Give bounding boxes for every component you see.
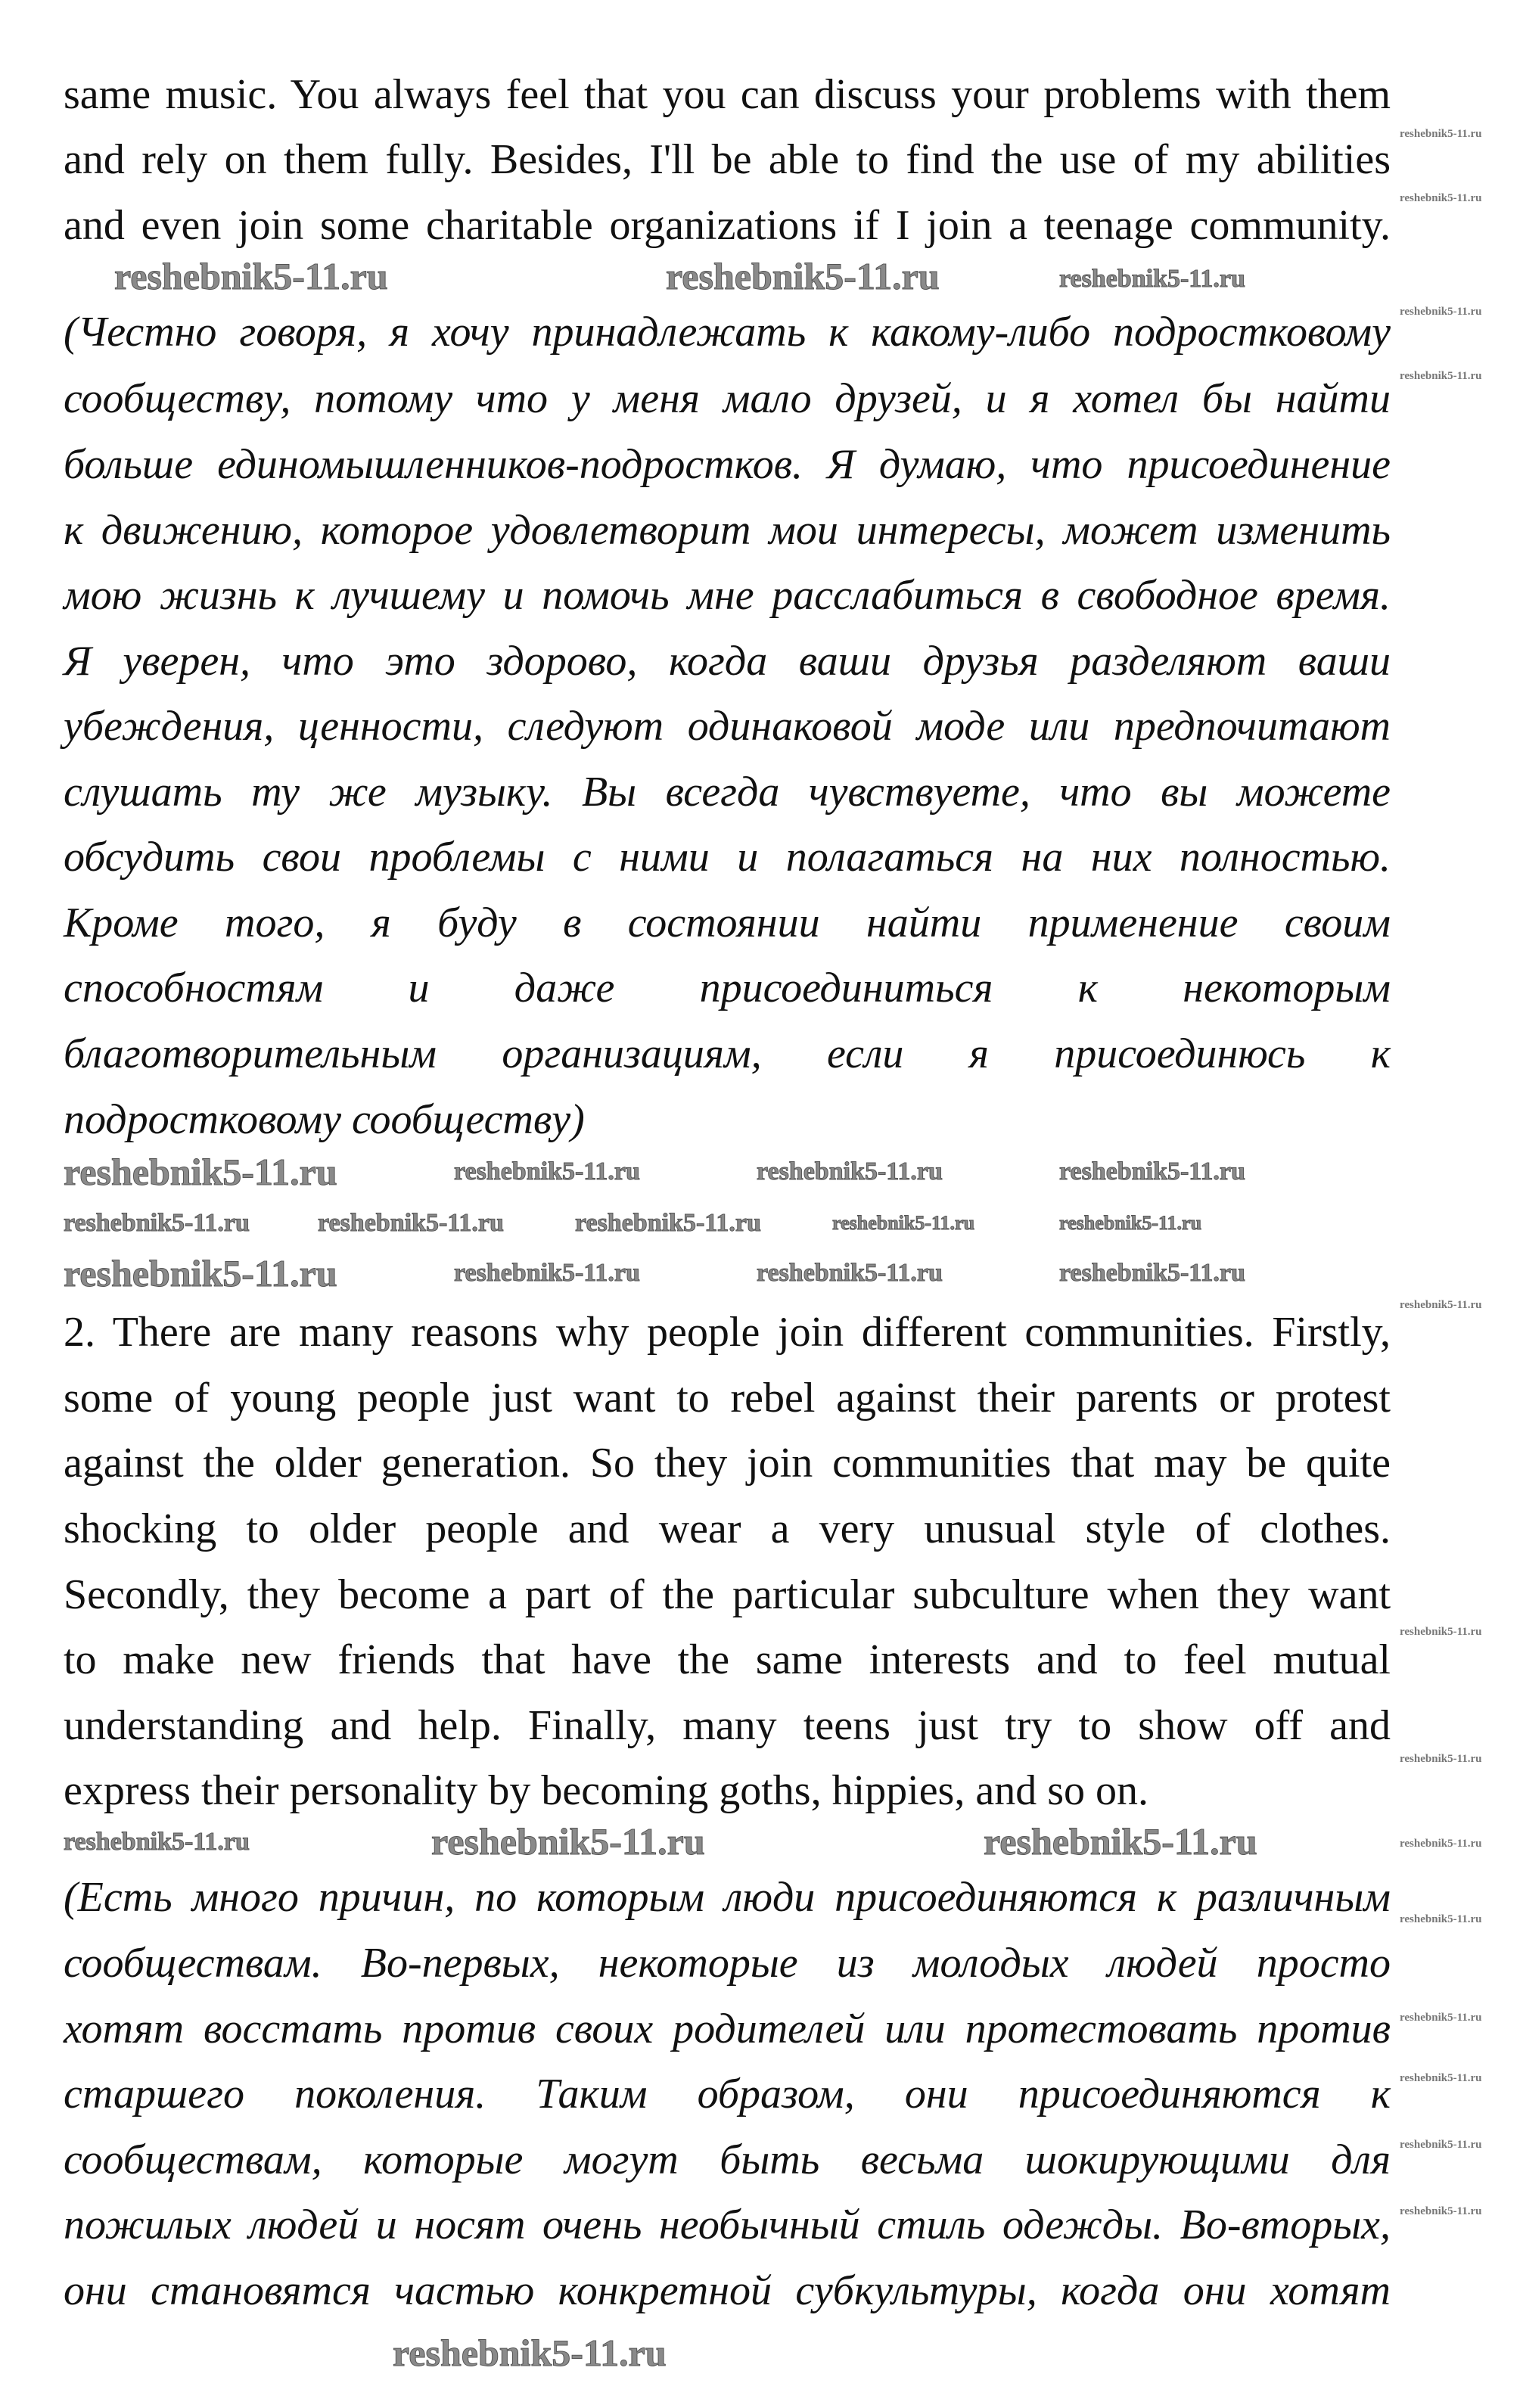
watermark: reshebnik5-11.ru (1400, 192, 1482, 204)
watermark: reshebnik5-11.ru (1059, 1157, 1245, 1185)
translation-line: Я уверен, что это здорово, когда ваши друзья разделяют ваши (64, 638, 1391, 685)
text-line: to make new friends that have the same interests and to feel mutual (64, 1636, 1391, 1683)
watermark: reshebnik5-11.ru (1059, 1212, 1202, 1234)
translation-line: убеждения, ценности, следуют одинаковой моде или предпочитают (64, 703, 1391, 750)
text-line: and rely on them fully. Besides, I'll be able to find the use of my abilities (64, 136, 1391, 183)
translation-line: сообществам, которые могут быть весьма шокирующими для (64, 2136, 1391, 2183)
text-line: some of young people just want to rebel against their parents or protest (64, 1375, 1391, 1421)
text-line: 2. There are many reasons why people join different communities. Firstly, (64, 1309, 1391, 1356)
watermark: reshebnik5-11.ru (1059, 1259, 1245, 1287)
watermark: reshebnik5-11.ru (1400, 2012, 1482, 2024)
watermark: reshebnik5-11.ru (1400, 1299, 1482, 1311)
watermark: reshebnik5-11.ru (64, 1828, 250, 1856)
watermark: reshebnik5-11.ru (832, 1212, 975, 1234)
watermark: reshebnik5-11.ru (1059, 265, 1245, 293)
text-line: express their personality by becoming goths, hippies, and so on. (64, 1767, 1148, 1814)
watermark: reshebnik5-11.ru (757, 1259, 943, 1287)
watermark: reshebnik5-11.ru (1400, 1626, 1482, 1638)
text-line: same music. You always feel that you can discuss your problems with them (64, 71, 1391, 118)
watermark: reshebnik5-11.ru (1400, 1753, 1482, 1765)
watermark: reshebnik5-11.ru (431, 1820, 705, 1863)
translation-line: сообществу, потому что у меня мало друзей, и я хотел бы найти (64, 375, 1391, 422)
text-line: against the older generation. So they join communities that may be quite (64, 1440, 1391, 1487)
watermark: reshebnik5-11.ru (1400, 1838, 1482, 1850)
watermark: reshebnik5-11.ru (1400, 370, 1482, 382)
watermark: reshebnik5-11.ru (64, 1252, 337, 1294)
translation-line: (Честно говоря, я хочу принадлежать к какому-либо подростковому (64, 309, 1391, 356)
translation-line: Кроме того, я буду в состоянии найти применение своим (64, 900, 1391, 946)
translation-line: они становятся частью конкретной субкультуры, когда они хотят (64, 2267, 1391, 2314)
translation-line: больше единомышленников-подростков. Я думаю, что присоединение (64, 441, 1391, 488)
translation-line: старшего поколения. Таким образом, они присоединяются к (64, 2071, 1391, 2117)
watermark: reshebnik5-11.ru (1400, 1913, 1482, 1925)
translation-line: обсудить свои проблемы с ними и полагаться на них полностью. (64, 834, 1391, 881)
watermark: reshebnik5-11.ru (1400, 2139, 1482, 2151)
watermark: reshebnik5-11.ru (64, 1151, 337, 1193)
watermark: reshebnik5-11.ru (984, 1820, 1257, 1863)
translation-line: к движению, которое удовлетворит мои интересы, может изменить (64, 507, 1391, 554)
watermark: reshebnik5-11.ru (64, 1209, 250, 1237)
watermark: reshebnik5-11.ru (454, 1259, 640, 1287)
watermark: reshebnik5-11.ru (454, 1157, 640, 1185)
translation-line: сообществам. Во-первых, некоторые из молодых людей просто (64, 1940, 1391, 1987)
watermark: reshebnik5-11.ru (575, 1209, 761, 1237)
watermark: reshebnik5-11.ru (393, 2332, 667, 2374)
watermark: reshebnik5-11.ru (114, 255, 388, 297)
watermark: reshebnik5-11.ru (666, 255, 940, 297)
translation-line: (Есть много причин, по которым люди присоединяются к различным (64, 1874, 1391, 1921)
translation-line: благотворительным организациям, если я присоединюсь к (64, 1030, 1391, 1077)
translation-line: хотят восстать против своих родителей или протестовать против (64, 2006, 1391, 2052)
text-line: shocking to older people and wear a very unusual style of clothes. (64, 1505, 1391, 1552)
watermark: reshebnik5-11.ru (1400, 2205, 1482, 2217)
translation-line: пожилых людей и носят очень необычный стиль одежды. Во-вторых, (64, 2201, 1391, 2248)
watermark: reshebnik5-11.ru (1400, 128, 1482, 140)
watermark: reshebnik5-11.ru (757, 1157, 943, 1185)
translation-line: мою жизнь к лучшему и помочь мне расслабиться в свободное время. (64, 572, 1391, 619)
text-line: Secondly, they become a part of the particular subculture when they want (64, 1571, 1391, 1618)
translation-line: слушать ту же музыку. Вы всегда чувствуете, что вы можете (64, 769, 1391, 816)
translation-line: способностям и даже присоединиться к некоторым (64, 965, 1391, 1011)
text-line: and even join some charitable organizations if I join a teenage community. (64, 202, 1391, 249)
text-line: understanding and help. Finally, many teens just try to show off and (64, 1702, 1391, 1749)
watermark: reshebnik5-11.ru (1400, 306, 1482, 318)
watermark: reshebnik5-11.ru (1400, 2072, 1482, 2084)
watermark: reshebnik5-11.ru (318, 1209, 504, 1237)
translation-line: подростковому сообществу) (64, 1096, 585, 1143)
